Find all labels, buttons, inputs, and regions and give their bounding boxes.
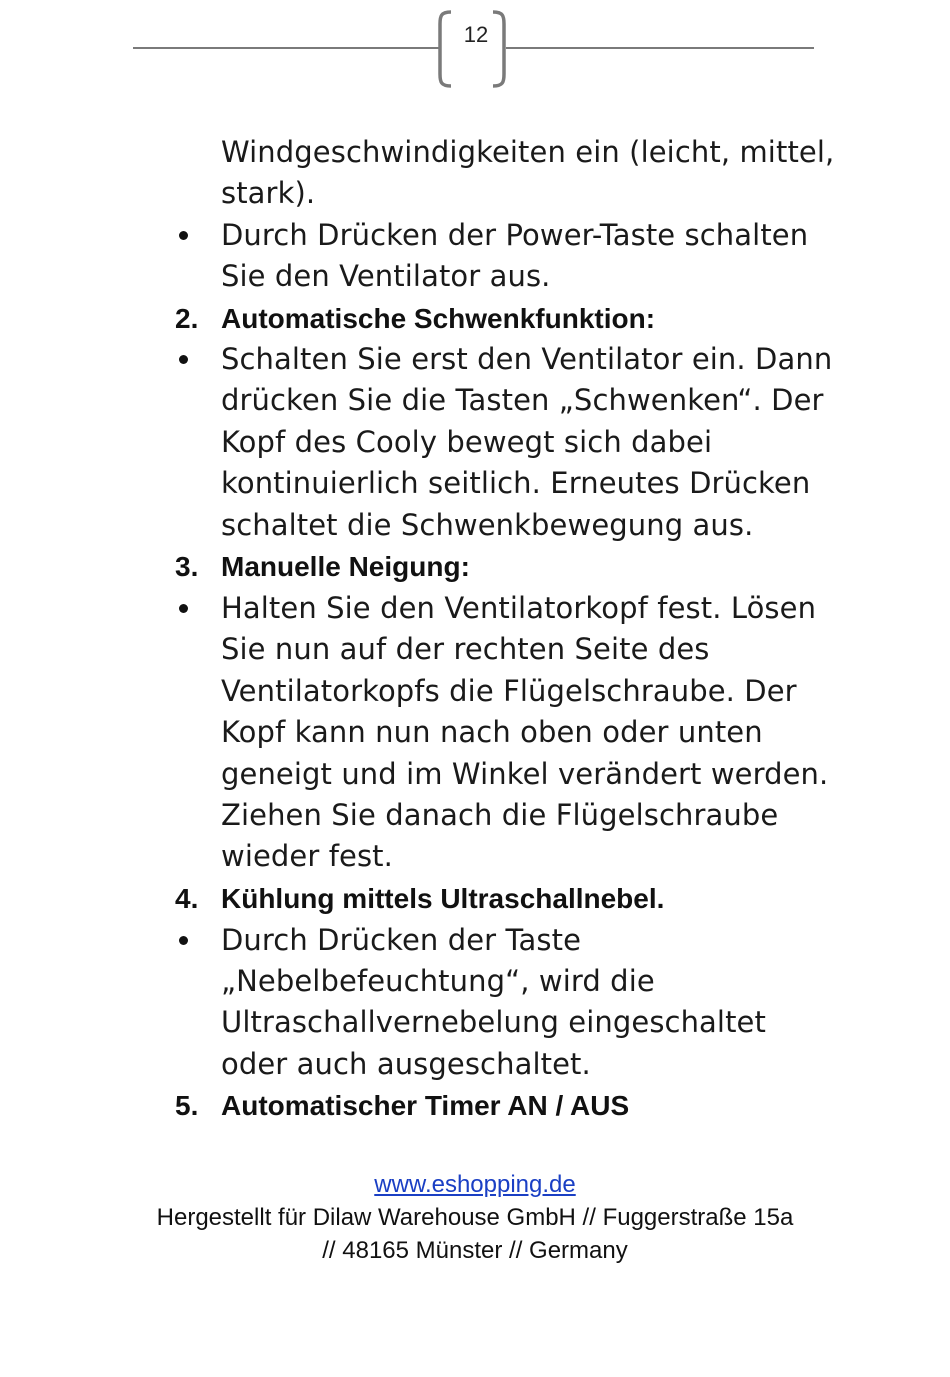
section-number: 3. (175, 551, 199, 582)
bullet-icon (174, 588, 192, 629)
header-rule-left (133, 47, 439, 49)
text-line: Ventilatorkopfs die Flügelschraube. Der (221, 674, 797, 708)
footer-link-line (0, 1168, 950, 1201)
section-heading: Kühlung mittels Ultraschallnebel. (221, 883, 665, 914)
section-number: 2. (175, 303, 199, 334)
text-line: Durch Drücken der Power-Taste schalten (221, 218, 809, 252)
section-number: 4. (175, 883, 199, 914)
section-heading: Automatischer Timer AN / AUS (221, 1090, 630, 1121)
bullet-icon (174, 339, 192, 380)
text-line: „Nebelbefeuchtung“, wird die (221, 964, 655, 998)
section-heading: Manuelle Neigung: (221, 551, 470, 582)
text-line: drücken Sie die Tasten „Schwenken“. Der (221, 383, 824, 417)
text-line: Kopf kann nun nach oben oder unten (221, 715, 763, 749)
text-line: Kopf des Cooly bewegt sich dabei (221, 425, 713, 459)
footer-address-line-1: Hergestellt für Dilaw Warehouse GmbH // Fuggerstraße 15a (156, 1204, 794, 1231)
text-line: wieder fest. (221, 839, 393, 873)
text-line: oder auch ausgeschaltet. (221, 1047, 591, 1081)
section-heading: Automatische Schwenkfunktion: (221, 303, 656, 334)
text-line: Ultraschallvernebelung eingeschaltet (221, 1005, 766, 1039)
text-line: Sie den Ventilator aus. (221, 259, 551, 293)
bullet-icon (174, 920, 192, 961)
text-line: schaltet die Schwenkbewegung aus. (221, 508, 754, 542)
text-line: Schalten Sie erst den Ventilator ein. Dann (221, 342, 833, 376)
section-number: 5. (175, 1090, 199, 1121)
text-line: Halten Sie den Ventilatorkopf fest. Lösen (221, 591, 817, 625)
text-line: geneigt und im Winkel verändert werden. (221, 757, 829, 791)
page-number: 12 (463, 22, 489, 47)
text-line: stark). (221, 176, 316, 210)
footer-address-line-2: // 48165 Münster // Germany (322, 1237, 628, 1264)
bullet-icon (174, 215, 192, 256)
text-line: kontinuierlich seitlich. Erneutes Drücken (221, 466, 811, 500)
text-line: Durch Drücken der Taste (221, 923, 582, 957)
website-link[interactable]: www.eshopping.de (374, 1171, 576, 1198)
header-rule-right (506, 47, 814, 49)
text-line: Ziehen Sie danach die Flügelschraube (221, 798, 779, 832)
text-line: Sie nun auf der rechten Seite des (221, 632, 710, 666)
text-line: Windgeschwindigkeiten ein (leicht, mittel, (221, 135, 835, 169)
